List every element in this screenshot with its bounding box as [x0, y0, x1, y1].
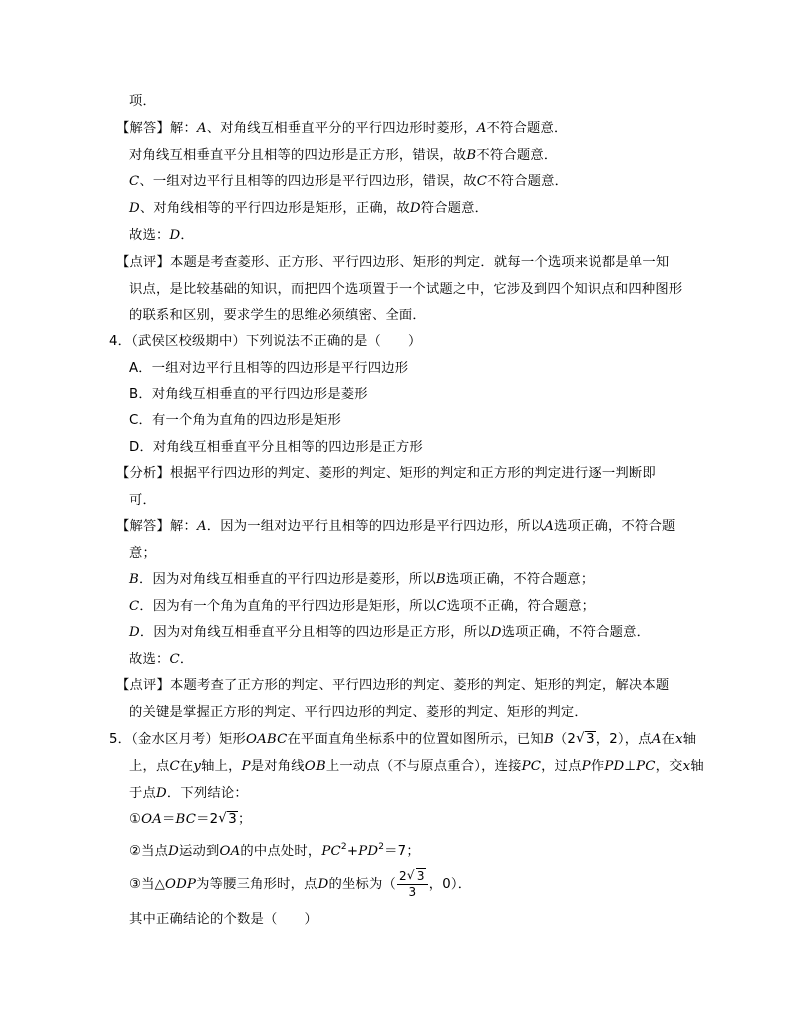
option-letter: C — [436, 599, 447, 614]
text: 不符合题意． — [476, 148, 558, 163]
text: 在 — [179, 759, 194, 774]
text: 运动到 — [179, 844, 220, 859]
text: 【点评】本题考查了正方形的判定、平行四边形的判定、菱形的判定、矩形的判定，解决本题 — [116, 678, 670, 693]
math-var: B — [543, 732, 554, 747]
option-letter: C — [476, 174, 488, 189]
text: ②当点 — [129, 844, 169, 859]
math-var: P — [241, 759, 251, 774]
question-5-prompt — [129, 911, 318, 929]
math-var: PD — [604, 759, 625, 774]
review-line — [129, 704, 588, 722]
math-var: BC — [175, 812, 197, 827]
option-letter: D — [129, 201, 140, 216]
math-var: OABC — [245, 732, 288, 747]
exponent: 2 — [378, 842, 385, 852]
solution-line — [116, 120, 568, 138]
text: 符合题意． — [420, 201, 489, 216]
text: ．下列结论： — [166, 786, 248, 801]
solution-line — [129, 624, 650, 642]
solution-line — [129, 173, 568, 191]
answer-line — [129, 227, 194, 245]
text: 上一动点（不与原点重合），连接 — [325, 759, 522, 774]
text: 项． — [129, 94, 156, 109]
text: D．对角线互相垂直平分且相等的四边形是正方形 — [129, 440, 423, 455]
text: ＝7； — [384, 844, 420, 859]
math-var: OA — [141, 812, 163, 827]
text: 、一组对边平行且相等的四边形是平行四边形，错误，故 — [139, 174, 477, 189]
analysis-line — [129, 492, 156, 510]
analysis-line — [116, 465, 656, 483]
text: ＝ — [162, 812, 176, 827]
question-4-option-c — [129, 412, 341, 430]
math-var: D — [168, 844, 179, 859]
text: 于点 — [129, 786, 156, 801]
text: 的坐标为 — [328, 877, 383, 892]
fraction-numerator — [397, 869, 428, 885]
fraction — [397, 869, 428, 900]
math-var: D — [317, 877, 329, 892]
math-var: P — [581, 759, 591, 774]
text: ，2），点 — [595, 732, 652, 747]
radicand: 3 — [586, 732, 595, 747]
solution-line — [129, 571, 594, 589]
question-5-stem-line-2 — [129, 758, 704, 776]
text: （2 — [553, 732, 577, 747]
radicand: 3 — [228, 812, 237, 827]
math-var: OB — [304, 759, 326, 774]
conclusion-1 — [129, 811, 251, 829]
option-letter: B — [466, 148, 477, 163]
text: 【解答】解： — [116, 121, 197, 136]
text: 的关键是掌握正方形的判定、平行四边形的判定、菱形的判定、矩形的判定． — [129, 705, 588, 720]
text: 【分析】根据平行四边形的判定、菱形的判定、矩形的判定和正方形的判定进行逐一判断即 — [116, 466, 656, 481]
text: 的中点处时， — [240, 844, 322, 859]
text: 为等腰三角形时，点 — [196, 877, 318, 892]
text: 选项正确，不符合题 — [554, 519, 676, 534]
question-5-stem-line-1 — [109, 731, 696, 749]
text: 选项不正确，符合题意； — [446, 599, 596, 614]
math-var: x — [682, 759, 691, 774]
text: （ — [382, 877, 397, 892]
text: ． — [180, 228, 194, 243]
option-letter: A — [544, 519, 555, 534]
text: ．因为对角线互相垂直的平行四边形是菱形，所以 — [138, 572, 436, 587]
sqrt-expression — [218, 811, 238, 829]
review-line — [129, 307, 426, 325]
text: 故选： — [129, 652, 170, 667]
conclusion-3 — [129, 868, 471, 902]
text: B．对角线互相垂直的平行四边形是菱形 — [129, 387, 368, 402]
question-4-option-d — [129, 439, 423, 457]
answer-letter: C — [169, 652, 180, 667]
text: 轴上， — [201, 759, 242, 774]
text: 【点评】本题是考查菱形、正方形、平行四边形、矩形的判定．就每一个选项来说都是单一知 — [116, 255, 670, 270]
math-var: x — [675, 732, 683, 747]
option-letter: A — [476, 121, 487, 136]
option-letter: A — [196, 519, 207, 534]
option-letter: A — [196, 121, 207, 136]
text: + — [346, 844, 359, 859]
text: 故选： — [129, 228, 170, 243]
text: 是对角线 — [250, 759, 305, 774]
math-var: ODP — [165, 877, 197, 892]
sqrt-expression — [576, 731, 596, 749]
text: 轴 — [682, 732, 697, 747]
option-letter: B — [435, 572, 446, 587]
text: ＝2 — [196, 812, 219, 827]
text: 的联系和区别，要求学生的思维必须缜密、全面． — [129, 308, 426, 323]
math-var: PD — [358, 844, 379, 859]
text: ． — [179, 652, 194, 667]
option-letter: D — [490, 625, 502, 640]
text: 轴 — [690, 759, 704, 774]
option-letter: C — [129, 174, 140, 189]
question-4-stem — [109, 333, 421, 351]
solution-line — [129, 598, 595, 616]
solution-line — [129, 147, 557, 165]
math-var: D — [156, 786, 167, 801]
text: 不符合题意． — [486, 121, 568, 136]
exponent: 2 — [340, 842, 347, 852]
text: 识点，是比较基础的知识，而把四个选项置于一个试题之中，它涉及到四个知识点和四种图形 — [129, 282, 683, 297]
text: 2 — [399, 868, 407, 883]
math-var: PC — [521, 759, 542, 774]
text: 不符合题意． — [487, 174, 569, 189]
conclusion-2 — [129, 838, 420, 861]
text: 可． — [129, 493, 156, 508]
text: 、对角线相等的平行四边形是矩形，正确，故 — [139, 201, 410, 216]
text: 意； — [129, 546, 156, 561]
math-var: C — [169, 759, 180, 774]
text: ； — [237, 812, 252, 827]
solution-line — [129, 545, 156, 563]
sqrt-expression — [407, 869, 426, 884]
text: ．因为有一个角为直角的平行四边形是矩形，所以 — [139, 599, 437, 614]
option-letter: B — [129, 572, 139, 587]
text: 4．（武侯区校级期中）下列说法不正确的是（ ） — [109, 334, 422, 349]
option-letter: D — [409, 201, 421, 216]
text: A．一组对边平行且相等的四边形是平行四边形 — [129, 361, 409, 376]
text: ③当△ — [129, 877, 166, 892]
text: 其中正确结论的个数是（ ） — [129, 912, 318, 927]
math-var: A — [651, 732, 662, 747]
text: ．因为对角线互相垂直平分且相等的四边形是正方形，所以 — [139, 625, 491, 640]
answer-letter: D — [169, 228, 181, 243]
text: 、对角线互相垂直平分的平行四边形时菱形， — [206, 121, 477, 136]
radicand: 3 — [416, 868, 425, 883]
text: 选项正确，不符合题意； — [445, 572, 595, 587]
answer-line — [129, 651, 193, 669]
question-4-option-b — [129, 386, 368, 404]
review-line — [129, 281, 682, 299]
solution-line — [129, 200, 488, 218]
review-line — [116, 677, 669, 695]
review-line — [116, 254, 669, 272]
text: ，0）． — [428, 877, 472, 892]
text: 在 — [661, 732, 676, 747]
text: 上，点 — [129, 759, 170, 774]
question-4-option-a — [129, 360, 408, 378]
text-line — [129, 93, 156, 111]
text: 【解答】解： — [116, 519, 197, 534]
fraction-denominator: 3 — [408, 884, 417, 899]
math-var: PC — [636, 759, 656, 774]
solution-line — [116, 518, 676, 536]
text: 5．（金水区月考）矩形 — [109, 732, 246, 747]
text: 选项正确，不符合题意． — [501, 625, 651, 640]
question-5-stem-line-3 — [129, 785, 248, 803]
option-letter: D — [129, 625, 140, 640]
text: ．因为一组对边平行且相等的四边形是平行四边形，所以 — [206, 519, 545, 534]
text: ① — [129, 812, 142, 827]
option-letter: C — [129, 599, 140, 614]
text: 在平面直角坐标系中的位置如图所示，已知 — [287, 732, 544, 747]
text: 作 — [590, 759, 605, 774]
math-var: PC — [321, 844, 341, 859]
text: 对角线互相垂直平分且相等的四边形是正方形，错误，故 — [129, 148, 467, 163]
perp-symbol: ⊥ — [624, 759, 637, 774]
math-var: OA — [219, 844, 241, 859]
math-var: y — [193, 759, 202, 774]
text: ，交 — [655, 759, 683, 774]
text: C．有一个角为直角的四边形是矩形 — [129, 413, 341, 428]
text: ，过点 — [541, 759, 582, 774]
